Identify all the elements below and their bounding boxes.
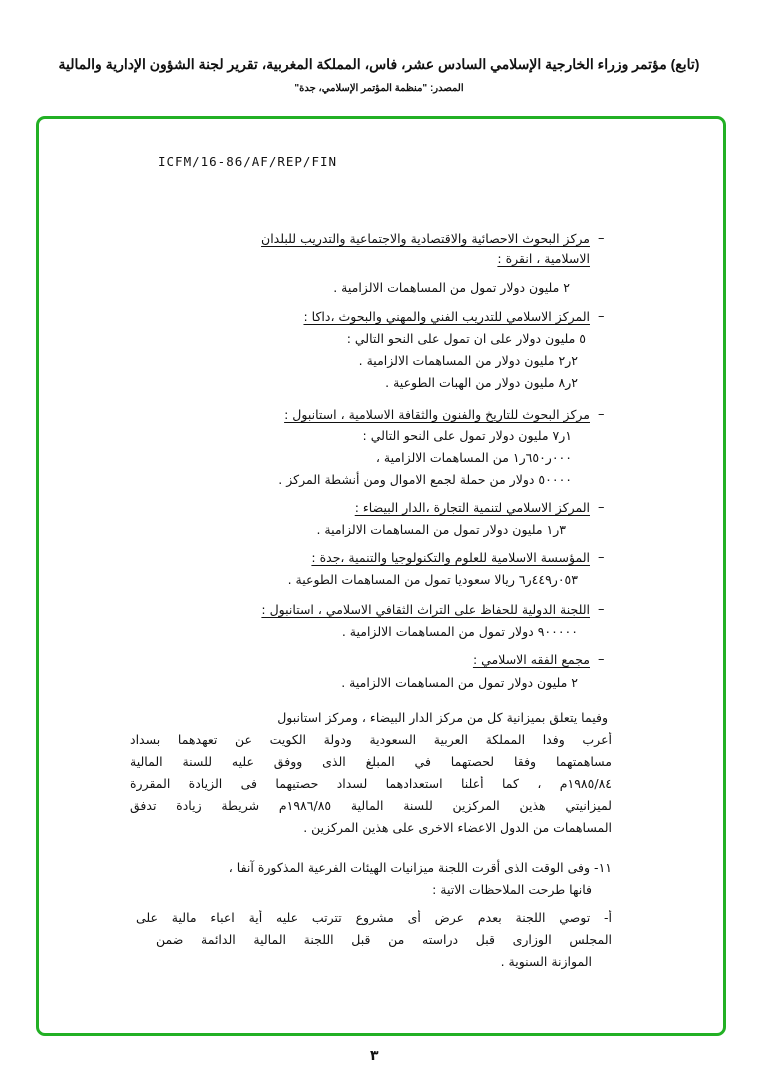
bullet-dash: – xyxy=(598,500,605,515)
document-source: المصدر: "منظمة المؤتمر الإسلامي، جدة" xyxy=(294,83,464,94)
section-item: ٩٠٠٠٠٠ دولار تمول من المساهمات الالزامية . xyxy=(341,624,578,639)
bullet-dash: – xyxy=(598,231,605,246)
bullet-dash: – xyxy=(598,652,605,667)
section-heading: الاسلامية ، انقرة : xyxy=(497,251,590,266)
bullet-dash: – xyxy=(598,407,605,422)
section-item: ٥٠٠٠٠ دولار من حملة لجمع الاموال ومن أنشطة المركز . xyxy=(278,472,572,487)
paragraph-line: وفيما يتعلق بميزانية كل من مركز الدار البيضاء ، ومركز استانبول xyxy=(277,710,608,725)
section-item: ١ر٧ مليون دولار تمول على النحو التالي : xyxy=(362,428,572,443)
bullet-dash: – xyxy=(598,309,605,324)
document-title: (تابع) مؤتمر وزراء الخارجية الإسلامي السادس عشر، فاس، المملكة المغربية، تقرير لجنة الشؤون الإدارية والمالية xyxy=(58,56,700,72)
section-item: ٢ مليون دولار تمول من المساهمات الالزامية . xyxy=(341,675,578,690)
section-item: ٢ر٨ مليون دولار من الهبات الطوعية . xyxy=(385,375,578,390)
document-id: ICFM/16-86/AF/REP/FIN xyxy=(158,154,338,169)
section-heading: اللجنة الدولية للحفاظ على التراث الثقافي الاسلامي ، استانبول : xyxy=(261,602,590,617)
paragraph-line: لميزانيتي هذين المركزين للسنة المالية ١٩٨٦/٨٥م شريطة زيادة تدفق xyxy=(130,798,612,813)
bullet-dash: – xyxy=(598,602,605,617)
paragraph-line: ١٩٨٥/٨٤م ، كما أعلنا استعدادهما لسداد حصتيهما فى الزيادة المقررة xyxy=(130,776,612,791)
page-number: ٣ xyxy=(370,1048,379,1064)
section-item: ٠٥٣ر٤٤٩ر٦ ريالا سعوديا تمول من المساهمات الطوعية . xyxy=(287,572,578,587)
section-heading: المؤسسة الاسلامية للعلوم والتكنولوجيا والتنمية ،جدة : xyxy=(311,550,590,565)
paragraph-11-line: فانها طرحت الملاحظات الاتية : xyxy=(432,882,592,897)
section-heading: المركز الاسلامي لتنمية التجارة ،الدار البيضاء : xyxy=(354,500,590,515)
section-item: ٥ مليون دولار على ان تمول على النحو التالي : xyxy=(346,331,586,346)
paragraph-line: المساهمات من الدول الاعضاء الاخرى على هذين المركزين . xyxy=(303,820,612,835)
section-item: ٢ مليون دولار تمول من المساهمات الالزامية . xyxy=(333,280,570,295)
paragraph-11-line: ١١- وفى الوقت الذى أقرت اللجنة ميزانيات الهيئات الفرعية المذكورة آنفا ، xyxy=(228,860,612,875)
section-item: ٠٠٠ر٦٥٠ر١ من المساهمات الالزامية ، xyxy=(375,450,572,465)
section-heading: مركز البحوث الاحصائية والاقتصادية والاجتماعية والتدريب للبلدان xyxy=(261,231,590,246)
section-heading: مركز البحوث للتاريخ والفنون والثقافة الاسلامية ، استانبول : xyxy=(284,407,590,422)
section-item: ٣ر١ مليون دولار تمول من المساهمات الالزامية . xyxy=(316,522,566,537)
note-a-line: المجلس الوزارى قبل دراسته من قبل اللجنة المالية الدائمة ضمن xyxy=(156,932,612,947)
section-heading: المركز الاسلامي للتدريب الفني والمهني والبحوث ،داكا : xyxy=(303,309,590,324)
note-a-line: الموازنة السنوية . xyxy=(500,954,592,969)
note-a-line: أ- توصي اللجنة بعدم عرض أى مشروع تترتب عليه أية اعباء مالية على xyxy=(136,910,612,925)
paragraph-line: مساهمتهما وفقا لحصتهما في المبلغ الذى ووفق عليه للسنة المالية xyxy=(130,754,612,769)
bullet-dash: – xyxy=(598,550,605,565)
section-heading: مجمع الفقه الاسلامي : xyxy=(472,652,590,667)
paragraph-line: أعرب وفدا المملكة العربية السعودية ودولة الكويت عن تعهدهما بسداد xyxy=(130,732,612,747)
section-item: ٢ر٢ مليون دولار من المساهمات الالزامية . xyxy=(358,353,578,368)
